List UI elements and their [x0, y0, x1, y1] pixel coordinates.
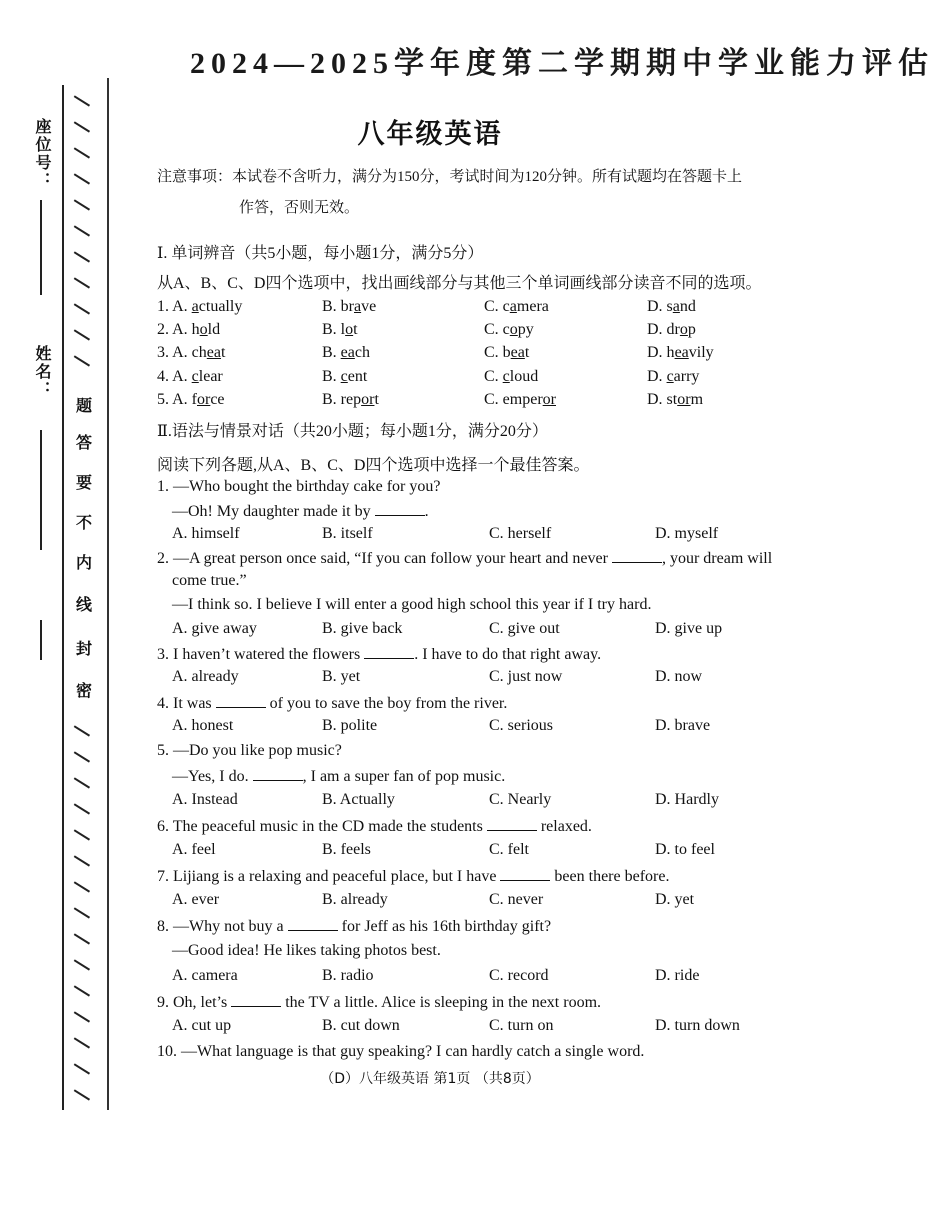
phonics-option: C. beat: [484, 344, 530, 361]
name-blank: [40, 430, 42, 550]
phonics-option: B. lot: [322, 321, 358, 338]
option-c: C. turn on: [489, 1017, 554, 1034]
phonics-row: [157, 368, 817, 392]
binding-slash: [74, 725, 90, 736]
page-title: 八年级英语: [357, 119, 503, 149]
option-d: D. yet: [655, 891, 695, 908]
q4-options: [157, 717, 817, 741]
option-a: A. camera: [172, 967, 238, 984]
binding-slash: [74, 355, 90, 366]
option-d: D. now: [655, 668, 703, 685]
q3-stem: 3. I haven’t watered the flowers . I have to do that right away.: [157, 646, 602, 663]
q4-stem: 4. It was of you to save the boy from the river.: [157, 695, 508, 712]
section-1-instruction: 从A、B、C、D四个选项中，找出画线部分与其他三个单词画线部分读音不同的选项。: [157, 275, 762, 292]
q5-reply: —Yes, I do. , I am a super fan of pop music.: [172, 768, 506, 785]
answer-blank: [231, 992, 281, 1007]
option-a: A. Instead: [172, 791, 238, 808]
phonics-option: C. emperor: [484, 391, 556, 408]
phonics-option: C. camera: [484, 298, 549, 315]
q2-stem-cont: come true.”: [172, 572, 247, 589]
phonics-row: [157, 321, 817, 345]
option-a: A. feel: [172, 841, 216, 858]
phonics-option: B. cent: [322, 368, 368, 385]
phonics-option: 3. A. cheat: [157, 344, 226, 361]
q1-stem: 1. —Who bought the birthday cake for you?: [157, 478, 441, 495]
option-a: A. cut up: [172, 1017, 232, 1034]
q8-stem: 8. —Why not buy a for Jeff as his 16th birthday gift?: [157, 918, 552, 935]
seal-char: 答: [76, 433, 93, 452]
binding-slash: [74, 803, 90, 814]
binding-slash: [74, 777, 90, 788]
phonics-option: D. drop: [647, 321, 696, 338]
binding-slash: [74, 251, 90, 262]
option-c: C. felt: [489, 841, 529, 858]
notice-line-2: 作答，否则无效。: [239, 200, 360, 216]
seal-char: 题: [76, 396, 93, 415]
binding-slash: [74, 329, 90, 340]
answer-blank: [288, 916, 338, 931]
q2-reply: —I think so. I believe I will enter a good high school this year if I try hard.: [172, 596, 652, 613]
phonics-option: 1. A. actually: [157, 298, 243, 315]
option-c: C. Nearly: [489, 791, 552, 808]
phonics-row: [157, 298, 817, 322]
q8-reply: —Good idea! He likes taking photos best.: [172, 942, 441, 959]
option-d: D. ride: [655, 967, 700, 984]
seal-char: 密: [76, 681, 93, 700]
q2-options: [157, 620, 817, 644]
option-c: C. never: [489, 891, 544, 908]
phonics-option: D. carry: [647, 368, 700, 385]
notice-line-1: 注意事项：本试卷不含听力，满分为150分，考试时间为120分钟。所有试题均在答题卡上: [157, 169, 743, 185]
section-2-instruction: 阅读下列各题,从A、B、C、D四个选项中选择一个最佳答案。: [157, 457, 590, 474]
binding-slash: [74, 277, 90, 288]
phonics-option: C. cloud: [484, 368, 539, 385]
option-b: B. feels: [322, 841, 371, 858]
q7-options: [157, 891, 817, 915]
phonics-option: C. copy: [484, 321, 534, 338]
q2-stem: 2. —A great person once said, “If you can follow your heart and never , your dream will: [157, 550, 773, 567]
option-a: A. give away: [172, 620, 257, 637]
binding-slash: [74, 959, 90, 970]
q1-options: [157, 525, 817, 549]
binding-slash: [74, 933, 90, 944]
seal-char: 要: [76, 473, 93, 492]
binding-slash: [74, 199, 90, 210]
seat-number-label: 座位号：: [33, 118, 52, 190]
option-b: B. cut down: [322, 1017, 400, 1034]
binding-slash: [74, 173, 90, 184]
answer-blank: [612, 548, 662, 563]
phonics-option: B. brave: [322, 298, 377, 315]
seal-char: 内: [76, 553, 93, 572]
class-blank: [40, 620, 42, 660]
option-d: D. Hardly: [655, 791, 719, 808]
binding-slash: [74, 907, 90, 918]
q3-options: [157, 668, 817, 692]
q7-stem: 7. Lijiang is a relaxing and peaceful place, but I have been there before.: [157, 868, 670, 885]
option-b: B. already: [322, 891, 388, 908]
option-d: D. to feel: [655, 841, 715, 858]
seal-char: 不: [76, 513, 93, 532]
option-a: A. himself: [172, 525, 240, 542]
option-b: B. radio: [322, 967, 374, 984]
phonics-option: 2. A. hold: [157, 321, 221, 338]
answer-blank: [500, 866, 550, 881]
phonics-row: [157, 344, 817, 368]
binding-slash: [74, 1037, 90, 1048]
binding-slash: [74, 1011, 90, 1022]
q5-options: [157, 791, 817, 815]
q10-stem: 10. —What language is that guy speaking? I can hardly catch a single word.: [157, 1043, 645, 1060]
q9-stem: 9. Oh, let’s the TV a little. Alice is sleeping in the next room.: [157, 994, 602, 1011]
option-c: C. record: [489, 967, 549, 984]
section-2-heading: Ⅱ.语法与情景对话（共20小题；每小题1分，满分20分）: [157, 423, 548, 440]
q5-stem: 5. —Do you like pop music?: [157, 742, 342, 759]
option-a: A. honest: [172, 717, 234, 734]
option-b: B. yet: [322, 668, 361, 685]
answer-blank: [364, 644, 414, 659]
option-d: D. give up: [655, 620, 723, 637]
option-a: A. already: [172, 668, 239, 685]
option-d: D. turn down: [655, 1017, 740, 1034]
option-b: B. polite: [322, 717, 378, 734]
phonics-option: 5. A. force: [157, 391, 225, 408]
phonics-option: D. sand: [647, 298, 696, 315]
option-c: C. just now: [489, 668, 563, 685]
binding-slash: [74, 95, 90, 106]
binding-line-outer: [62, 85, 64, 1110]
section-1-heading: Ⅰ. 单词辨音（共5小题，每小题1分，满分5分）: [157, 245, 484, 262]
answer-blank: [216, 693, 266, 708]
seat-number-blank: [40, 200, 42, 295]
binding-slash: [74, 225, 90, 236]
q6-options: [157, 841, 817, 865]
seal-char: 封: [76, 639, 93, 658]
option-c: C. serious: [489, 717, 553, 734]
phonics-option: D. storm: [647, 391, 704, 408]
phonics-row: [157, 391, 817, 415]
binding-slash: [74, 1089, 90, 1100]
name-label: 姓名：: [33, 345, 52, 399]
q6-stem: 6. The peaceful music in the CD made the students relaxed.: [157, 818, 592, 835]
option-c: C. give out: [489, 620, 560, 637]
option-a: A. ever: [172, 891, 220, 908]
binding-line-inner: [107, 78, 109, 1110]
option-b: B. give back: [322, 620, 403, 637]
page-footer: （D）八年级英语 第1页 （共8页）: [320, 1071, 540, 1087]
phonics-option: B. report: [322, 391, 379, 408]
q9-options: [157, 1017, 817, 1041]
binding-slash: [74, 985, 90, 996]
option-d: D. brave: [655, 717, 711, 734]
q1-reply: —Oh! My daughter made it by .: [172, 503, 429, 520]
option-c: C. herself: [489, 525, 552, 542]
binding-slash: [74, 751, 90, 762]
exam-header-cropped: 2024—2025学年度第二学期期中学业能力评估: [190, 47, 934, 80]
option-b: B. Actually: [322, 791, 395, 808]
answer-blank: [253, 766, 303, 781]
phonics-option: B. each: [322, 344, 370, 361]
option-b: B. itself: [322, 525, 373, 542]
seal-char: 线: [76, 595, 93, 614]
binding-slash: [74, 829, 90, 840]
phonics-option: 4. A. clear: [157, 368, 223, 385]
binding-slash: [74, 855, 90, 866]
binding-slash: [74, 303, 90, 314]
answer-blank: [487, 816, 537, 831]
q8-options: [157, 967, 817, 991]
binding-slash: [74, 881, 90, 892]
answer-blank: [375, 501, 425, 516]
option-d: D. myself: [655, 525, 719, 542]
notice: [157, 162, 822, 224]
phonics-option: D. heavily: [647, 344, 714, 361]
